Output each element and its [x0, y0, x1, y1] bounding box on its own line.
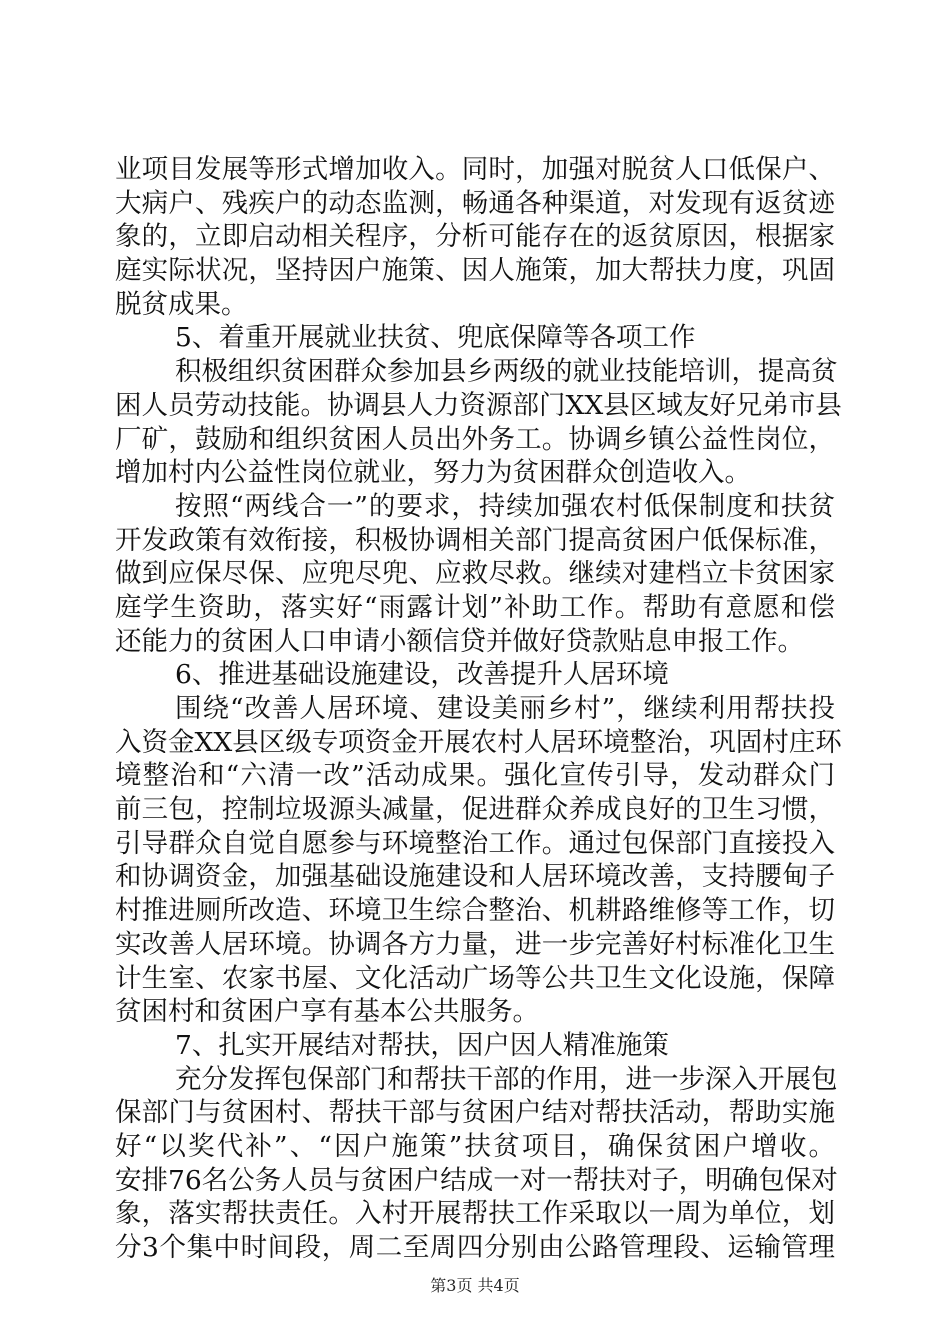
- body-line: 引导群众自觉自愿参与环境整治工作。通过包保部门直接投入: [115, 827, 835, 859]
- body-line: 庭学生资助，落实好“雨露计划”补助工作。帮助有意愿和偿: [115, 591, 835, 623]
- body-line: 保部门与贫困村、帮扶干部与贫困户结对帮扶活动，帮助实施: [115, 1097, 835, 1129]
- body-line: 脱贫成果。: [115, 288, 248, 320]
- body-line: 实改善人居环境。协调各方力量，进一步完善好村标准化卫生: [115, 928, 835, 960]
- body-line: 围绕“改善人居环境、建设美丽乡村”，继续利用帮扶投: [175, 693, 835, 724]
- body-line: 庭实际状况，坚持因户施策、因人施策，加大帮扶力度，巩固: [115, 255, 835, 287]
- body-line: 分3个集中时间段，周二至周四分别由公路管理段、运输管理: [115, 1232, 835, 1263]
- body-line: 贫困村和贫困户享有基本公共服务。: [115, 996, 539, 1028]
- body-line: 开发政策有效衔接，积极协调相关部门提高贫困户低保标准，: [115, 524, 835, 556]
- section-heading-6: 6、推进基础设施建设，改善提升人居环境: [175, 659, 669, 691]
- body-line: 业项目发展等形式增加收入。同时，加强对脱贫人口低保户、: [115, 154, 835, 185]
- body-line: 厂矿，鼓励和组织贫困人员出外务工。协调乡镇公益性岗位，: [115, 423, 835, 455]
- body-line: 按照“两线合一”的要求，持续加强农村低保制度和扶贫: [175, 490, 835, 522]
- body-line: 前三包，控制垃圾源头减量，促进群众养成良好的卫生习惯，: [115, 794, 835, 826]
- body-line: 困人员劳动技能。协调县人力资源部门XX县区域友好兄弟市县: [115, 389, 842, 421]
- document-body: [115, 153, 842, 1265]
- body-line: 还能力的贫困人口申请小额信贷并做好贷款贴息申报工作。: [115, 625, 804, 657]
- body-line: 增加村内公益性岗位就业，努力为贫困群众创造收入。: [115, 457, 751, 489]
- body-line: 做到应保尽保、应兜尽兜、应救尽救。继续对建档立卡贫困家: [115, 558, 835, 590]
- body-line: 象的，立即启动相关程序，分析可能存在的返贫原因，根据家: [115, 221, 835, 253]
- body-line: 积极组织贫困群众参加县乡两级的就业技能培训，提高贫: [175, 356, 838, 388]
- page-footer: 第3页 共4页: [430, 1276, 520, 1295]
- body-line: 好“以奖代补”、“因户施策”扶贫项目，确保贫困户增收。: [115, 1130, 835, 1162]
- body-line: 安排76名公务人员与贫困户结成一对一帮扶对子，明确包保对: [115, 1164, 838, 1196]
- body-line: 充分发挥包保部门和帮扶干部的作用，进一步深入开展包: [175, 1063, 838, 1095]
- body-line: 象，落实帮扶责任。入村开展帮扶工作采取以一周为单位，划: [115, 1198, 835, 1230]
- body-line: 境整治和“六清一改”活动成果。强化宣传引导，发动群众门: [115, 760, 835, 792]
- body-line: 入资金XX县区级专项资金开展农村人居环境整治，巩固村庄环: [115, 726, 842, 758]
- body-line: 计生室、农家书屋、文化活动广场等公共卫生文化设施，保障: [115, 962, 835, 994]
- body-line: 大病户、残疾户的动态监测，畅通各种渠道，对发现有返贫迹: [115, 187, 835, 219]
- section-heading-5: 5、着重开展就业扶贫、兜底保障等各项工作: [175, 322, 696, 354]
- section-heading-7: 7、扎实开展结对帮扶，因户因人精准施策: [175, 1029, 669, 1061]
- body-line: 村推进厕所改造、环境卫生综合整治、机耕路维修等工作，切: [115, 895, 835, 927]
- body-line: 和协调资金，加强基础设施建设和人居环境改善，支持腰甸子: [115, 861, 835, 893]
